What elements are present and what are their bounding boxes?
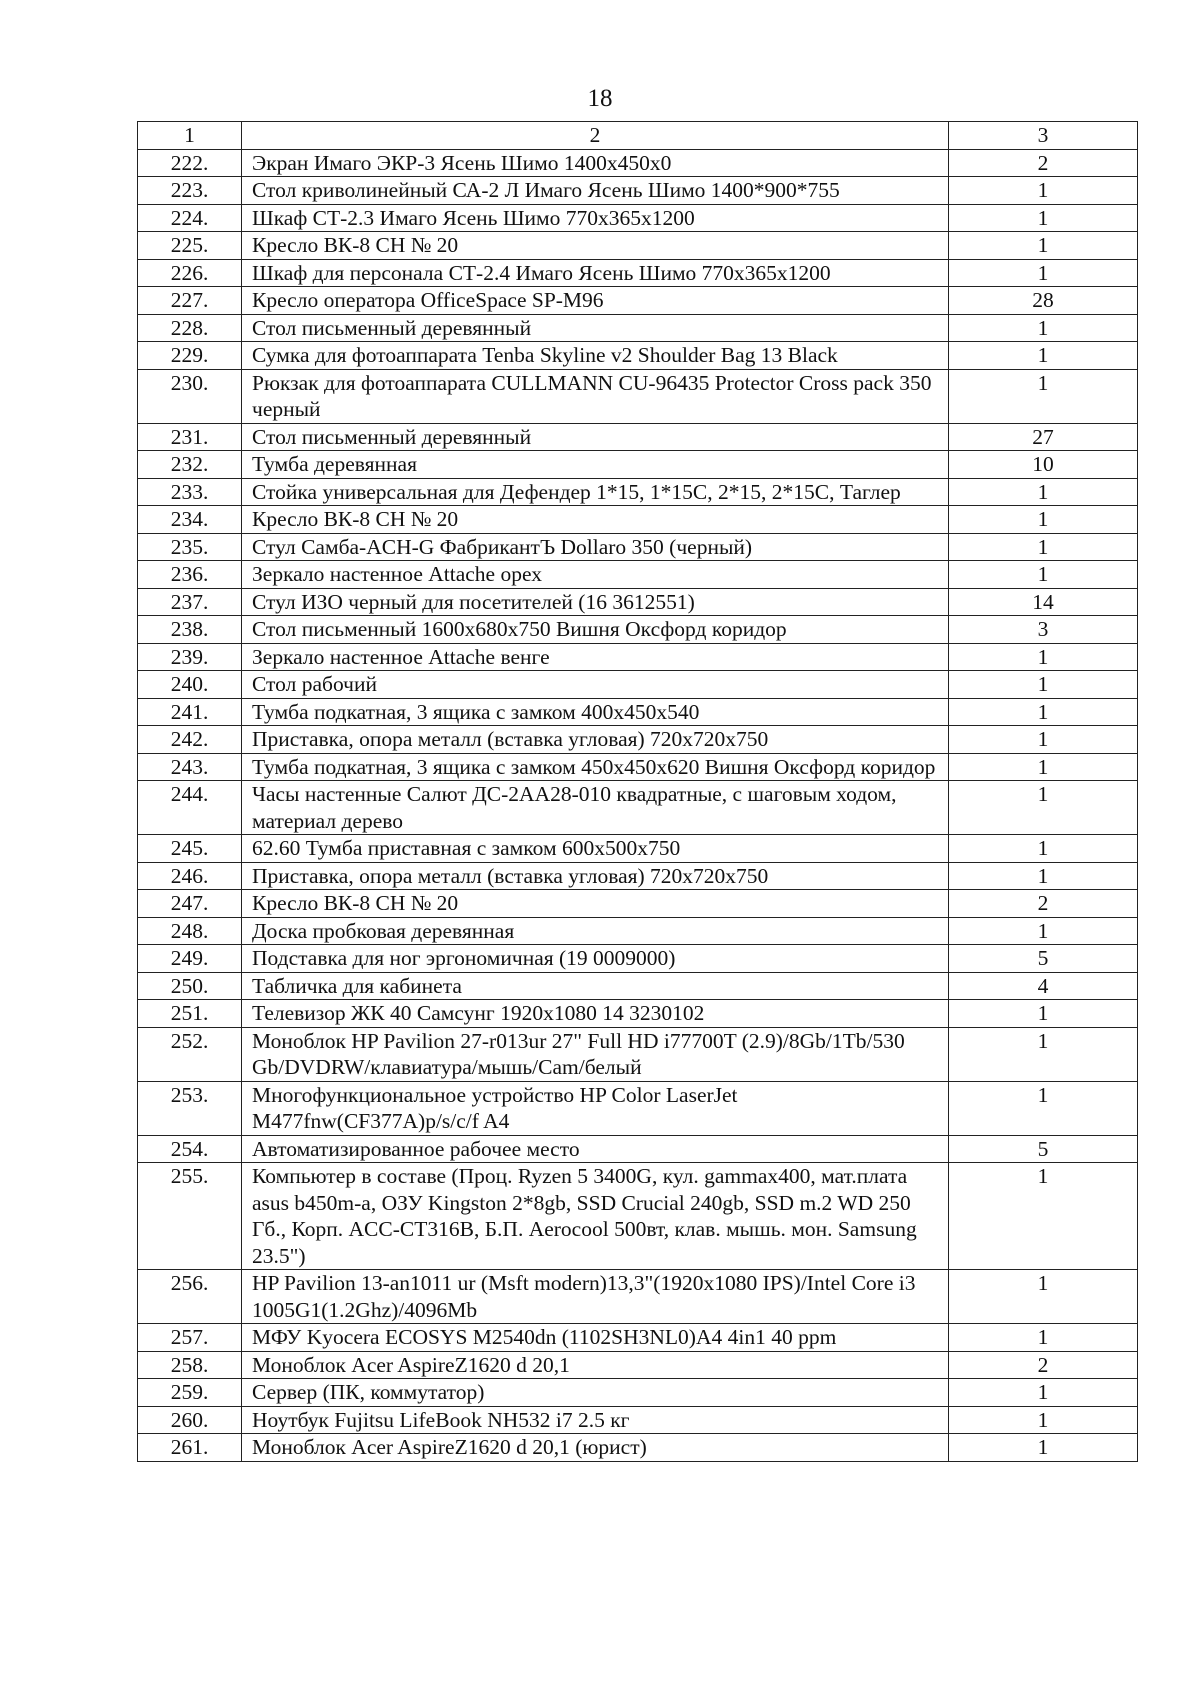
inventory-table — [137, 121, 1138, 1462]
row-number: 260. — [138, 1406, 242, 1434]
row-number: 244. — [138, 781, 242, 835]
item-quantity: 1 — [949, 1324, 1138, 1352]
row-number: 226. — [138, 259, 242, 287]
table-row — [138, 1135, 1138, 1163]
item-quantity: 1 — [949, 533, 1138, 561]
item-name: Стол письменный деревянный — [242, 423, 949, 451]
table-row — [138, 671, 1138, 699]
item-quantity: 1 — [949, 835, 1138, 863]
table-row — [138, 835, 1138, 863]
table-row — [138, 972, 1138, 1000]
inventory-table-body — [138, 122, 1138, 1462]
row-number: 224. — [138, 204, 242, 232]
item-quantity: 1 — [949, 506, 1138, 534]
row-number: 261. — [138, 1434, 242, 1462]
table-row — [138, 177, 1138, 205]
item-quantity: 2 — [949, 149, 1138, 177]
row-number: 246. — [138, 862, 242, 890]
item-quantity: 1 — [949, 478, 1138, 506]
item-name: 62.60 Тумба приставная с замком 600х500х750 — [242, 835, 949, 863]
row-number: 254. — [138, 1135, 242, 1163]
row-number: 259. — [138, 1379, 242, 1407]
table-row — [138, 314, 1138, 342]
item-quantity: 1 — [949, 643, 1138, 671]
item-quantity: 14 — [949, 588, 1138, 616]
item-name: Ноутбук Fujitsu LifeBook NH532 i7 2.5 кг — [242, 1406, 949, 1434]
item-name: Моноблок Acer AspireZ1620 d 20,1 — [242, 1351, 949, 1379]
item-quantity: 1 — [949, 1081, 1138, 1135]
item-quantity: 10 — [949, 451, 1138, 479]
item-quantity: 1 — [949, 1163, 1138, 1270]
item-name: Сервер (ПК, коммутатор) — [242, 1379, 949, 1407]
item-name: Рюкзак для фотоаппарата CULLMANN CU-96435 Protector Cross pack 350 черный — [242, 369, 949, 423]
item-name: МФУ Kyocera ECOSYS M2540dn (1102SH3NL0)A4 4in1 40 ppm — [242, 1324, 949, 1352]
item-name: Моноблок HP Pavilion 27-r013ur 27" Full HD i77700T (2.9)/8Gb/1Tb/530 Gb/DVDRW/клавиатура/мышь/Cam/белый — [242, 1027, 949, 1081]
item-name: Сумка для фотоаппарата Tenba Skyline v2 Shoulder Bag 13 Black — [242, 342, 949, 370]
item-name: Стойка универсальная для Дефендер 1*15, 1*15С, 2*15, 2*15С, Таглер — [242, 478, 949, 506]
item-quantity: 1 — [949, 1406, 1138, 1434]
table-header-row — [138, 122, 1138, 150]
row-number: 234. — [138, 506, 242, 534]
row-number: 239. — [138, 643, 242, 671]
item-name: Экран Имаго ЭКР-3 Ясень Шимо 1400х450х0 — [242, 149, 949, 177]
item-name: Компьютер в составе (Проц. Ryzen 5 3400G, кул. gammax400, мат.плата asus b450m-a, ОЗУ Kingston 2*8gb, SSD Crucial 240gb, SSD m.2 WD 250 Гб., Корп. ACC-CT316B, Б.П. Aerocool 500вт, клав. мышь. мон. Samsung 23.5") — [242, 1163, 949, 1270]
table-row — [138, 753, 1138, 781]
row-number: 227. — [138, 287, 242, 315]
item-name: Зеркало настенное Attache венге — [242, 643, 949, 671]
table-row — [138, 1027, 1138, 1081]
item-name: Доска пробковая деревянная — [242, 917, 949, 945]
item-quantity: 1 — [949, 1000, 1138, 1028]
item-name: Шкаф для персонала СТ-2.4 Имаго Ясень Шимо 770х365х1200 — [242, 259, 949, 287]
item-quantity: 1 — [949, 259, 1138, 287]
item-quantity: 5 — [949, 945, 1138, 973]
row-number: 258. — [138, 1351, 242, 1379]
row-number: 252. — [138, 1027, 242, 1081]
row-number: 236. — [138, 561, 242, 589]
row-number: 232. — [138, 451, 242, 479]
table-row — [138, 1270, 1138, 1324]
item-quantity: 1 — [949, 369, 1138, 423]
item-name: Часы настенные Салют ДС-2АА28-010 квадратные, с шаговым ходом, материал дерево — [242, 781, 949, 835]
item-quantity: 1 — [949, 177, 1138, 205]
item-quantity: 1 — [949, 917, 1138, 945]
row-number: 251. — [138, 1000, 242, 1028]
table-row — [138, 342, 1138, 370]
item-name: Кресло ВК-8 СН № 20 — [242, 890, 949, 918]
table-row — [138, 423, 1138, 451]
row-number: 248. — [138, 917, 242, 945]
item-name: Табличка для кабинета — [242, 972, 949, 1000]
row-number: 250. — [138, 972, 242, 1000]
item-name: Кресло ВК-8 СН № 20 — [242, 232, 949, 260]
table-row — [138, 1434, 1138, 1462]
item-name: Зеркало настенное Attache орех — [242, 561, 949, 589]
table-row — [138, 643, 1138, 671]
table-row — [138, 369, 1138, 423]
item-quantity: 1 — [949, 1434, 1138, 1462]
table-row — [138, 781, 1138, 835]
row-number: 241. — [138, 698, 242, 726]
table-row — [138, 1081, 1138, 1135]
table-row — [138, 1324, 1138, 1352]
row-number: 222. — [138, 149, 242, 177]
row-number: 225. — [138, 232, 242, 260]
table-row — [138, 890, 1138, 918]
table-row — [138, 561, 1138, 589]
row-number: 257. — [138, 1324, 242, 1352]
item-quantity: 5 — [949, 1135, 1138, 1163]
item-quantity: 1 — [949, 314, 1138, 342]
item-name: Стул Самба-ACH-G ФабрикантЪ Dollaro 350 (черный) — [242, 533, 949, 561]
row-number: 245. — [138, 835, 242, 863]
row-number: 253. — [138, 1081, 242, 1135]
item-name: Стол рабочий — [242, 671, 949, 699]
row-number: 255. — [138, 1163, 242, 1270]
item-name: Стул ИЗО черный для посетителей (16 3612551) — [242, 588, 949, 616]
item-quantity: 28 — [949, 287, 1138, 315]
item-name: Телевизор ЖК 40 Самсунг 1920х1080 14 3230102 — [242, 1000, 949, 1028]
item-name: Автоматизированное рабочее место — [242, 1135, 949, 1163]
table-row — [138, 506, 1138, 534]
row-number: 243. — [138, 753, 242, 781]
table-row — [138, 726, 1138, 754]
item-quantity: 1 — [949, 561, 1138, 589]
table-row — [138, 698, 1138, 726]
table-row — [138, 1000, 1138, 1028]
item-quantity: 27 — [949, 423, 1138, 451]
item-name: Стол письменный деревянный — [242, 314, 949, 342]
header-col-quantity: 3 — [949, 122, 1138, 150]
row-number: 229. — [138, 342, 242, 370]
item-quantity: 2 — [949, 890, 1138, 918]
table-row — [138, 588, 1138, 616]
header-col-name: 2 — [242, 122, 949, 150]
row-number: 223. — [138, 177, 242, 205]
table-row — [138, 1163, 1138, 1270]
item-name: Тумба подкатная, 3 ящика с замком 400х450х540 — [242, 698, 949, 726]
row-number: 249. — [138, 945, 242, 973]
item-quantity: 3 — [949, 616, 1138, 644]
table-row — [138, 533, 1138, 561]
item-name: Кресло оператора OfficeSpace SP-M96 — [242, 287, 949, 315]
table-row — [138, 1351, 1138, 1379]
item-quantity: 2 — [949, 1351, 1138, 1379]
table-row — [138, 149, 1138, 177]
table-row — [138, 259, 1138, 287]
item-name: Приставка, опора металл (вставка угловая) 720х720х750 — [242, 862, 949, 890]
table-row — [138, 862, 1138, 890]
item-name: Стол письменный 1600х680х750 Вишня Оксфорд коридор — [242, 616, 949, 644]
item-quantity: 1 — [949, 781, 1138, 835]
item-name: Моноблок Acer AspireZ1620 d 20,1 (юрист) — [242, 1434, 949, 1462]
table-row — [138, 451, 1138, 479]
table-row — [138, 1406, 1138, 1434]
row-number: 237. — [138, 588, 242, 616]
item-name: Тумба подкатная, 3 ящика с замком 450х450х620 Вишня Оксфорд коридор — [242, 753, 949, 781]
table-row — [138, 616, 1138, 644]
item-name: HP Pavilion 13-an1011 ur (Msft modern)13,3"(1920x1080 IPS)/Intel Core i3 1005G1(1.2Ghz)/4096Mb — [242, 1270, 949, 1324]
item-name: Кресло ВК-8 СН № 20 — [242, 506, 949, 534]
item-name: Стол криволинейный СА-2 Л Имаго Ясень Шимо 1400*900*755 — [242, 177, 949, 205]
page-number: 18 — [587, 85, 613, 112]
table-row — [138, 232, 1138, 260]
row-number: 240. — [138, 671, 242, 699]
row-number: 231. — [138, 423, 242, 451]
item-name: Шкаф СТ-2.3 Имаго Ясень Шимо 770х365х1200 — [242, 204, 949, 232]
item-name: Подставка для ног эргономичная (19 0009000) — [242, 945, 949, 973]
item-name: Многофункциональное устройство HP Color LaserJet M477fnw(CF377A)p/s/c/f A4 — [242, 1081, 949, 1135]
item-quantity: 1 — [949, 342, 1138, 370]
item-name: Тумба деревянная — [242, 451, 949, 479]
row-number: 230. — [138, 369, 242, 423]
item-quantity: 1 — [949, 232, 1138, 260]
item-quantity: 1 — [949, 204, 1138, 232]
item-quantity: 1 — [949, 862, 1138, 890]
table-row — [138, 478, 1138, 506]
table-row — [138, 287, 1138, 315]
header-col-number: 1 — [138, 122, 242, 150]
table-row — [138, 945, 1138, 973]
item-quantity: 1 — [949, 698, 1138, 726]
item-quantity: 1 — [949, 671, 1138, 699]
item-quantity: 1 — [949, 1270, 1138, 1324]
table-row — [138, 1379, 1138, 1407]
item-quantity: 1 — [949, 1027, 1138, 1081]
item-name: Приставка, опора металл (вставка угловая) 720х720х750 — [242, 726, 949, 754]
row-number: 235. — [138, 533, 242, 561]
row-number: 233. — [138, 478, 242, 506]
item-quantity: 1 — [949, 753, 1138, 781]
row-number: 247. — [138, 890, 242, 918]
table-row — [138, 204, 1138, 232]
row-number: 238. — [138, 616, 242, 644]
row-number: 228. — [138, 314, 242, 342]
table-row — [138, 917, 1138, 945]
item-quantity: 1 — [949, 726, 1138, 754]
row-number: 242. — [138, 726, 242, 754]
row-number: 256. — [138, 1270, 242, 1324]
item-quantity: 1 — [949, 1379, 1138, 1407]
item-quantity: 4 — [949, 972, 1138, 1000]
